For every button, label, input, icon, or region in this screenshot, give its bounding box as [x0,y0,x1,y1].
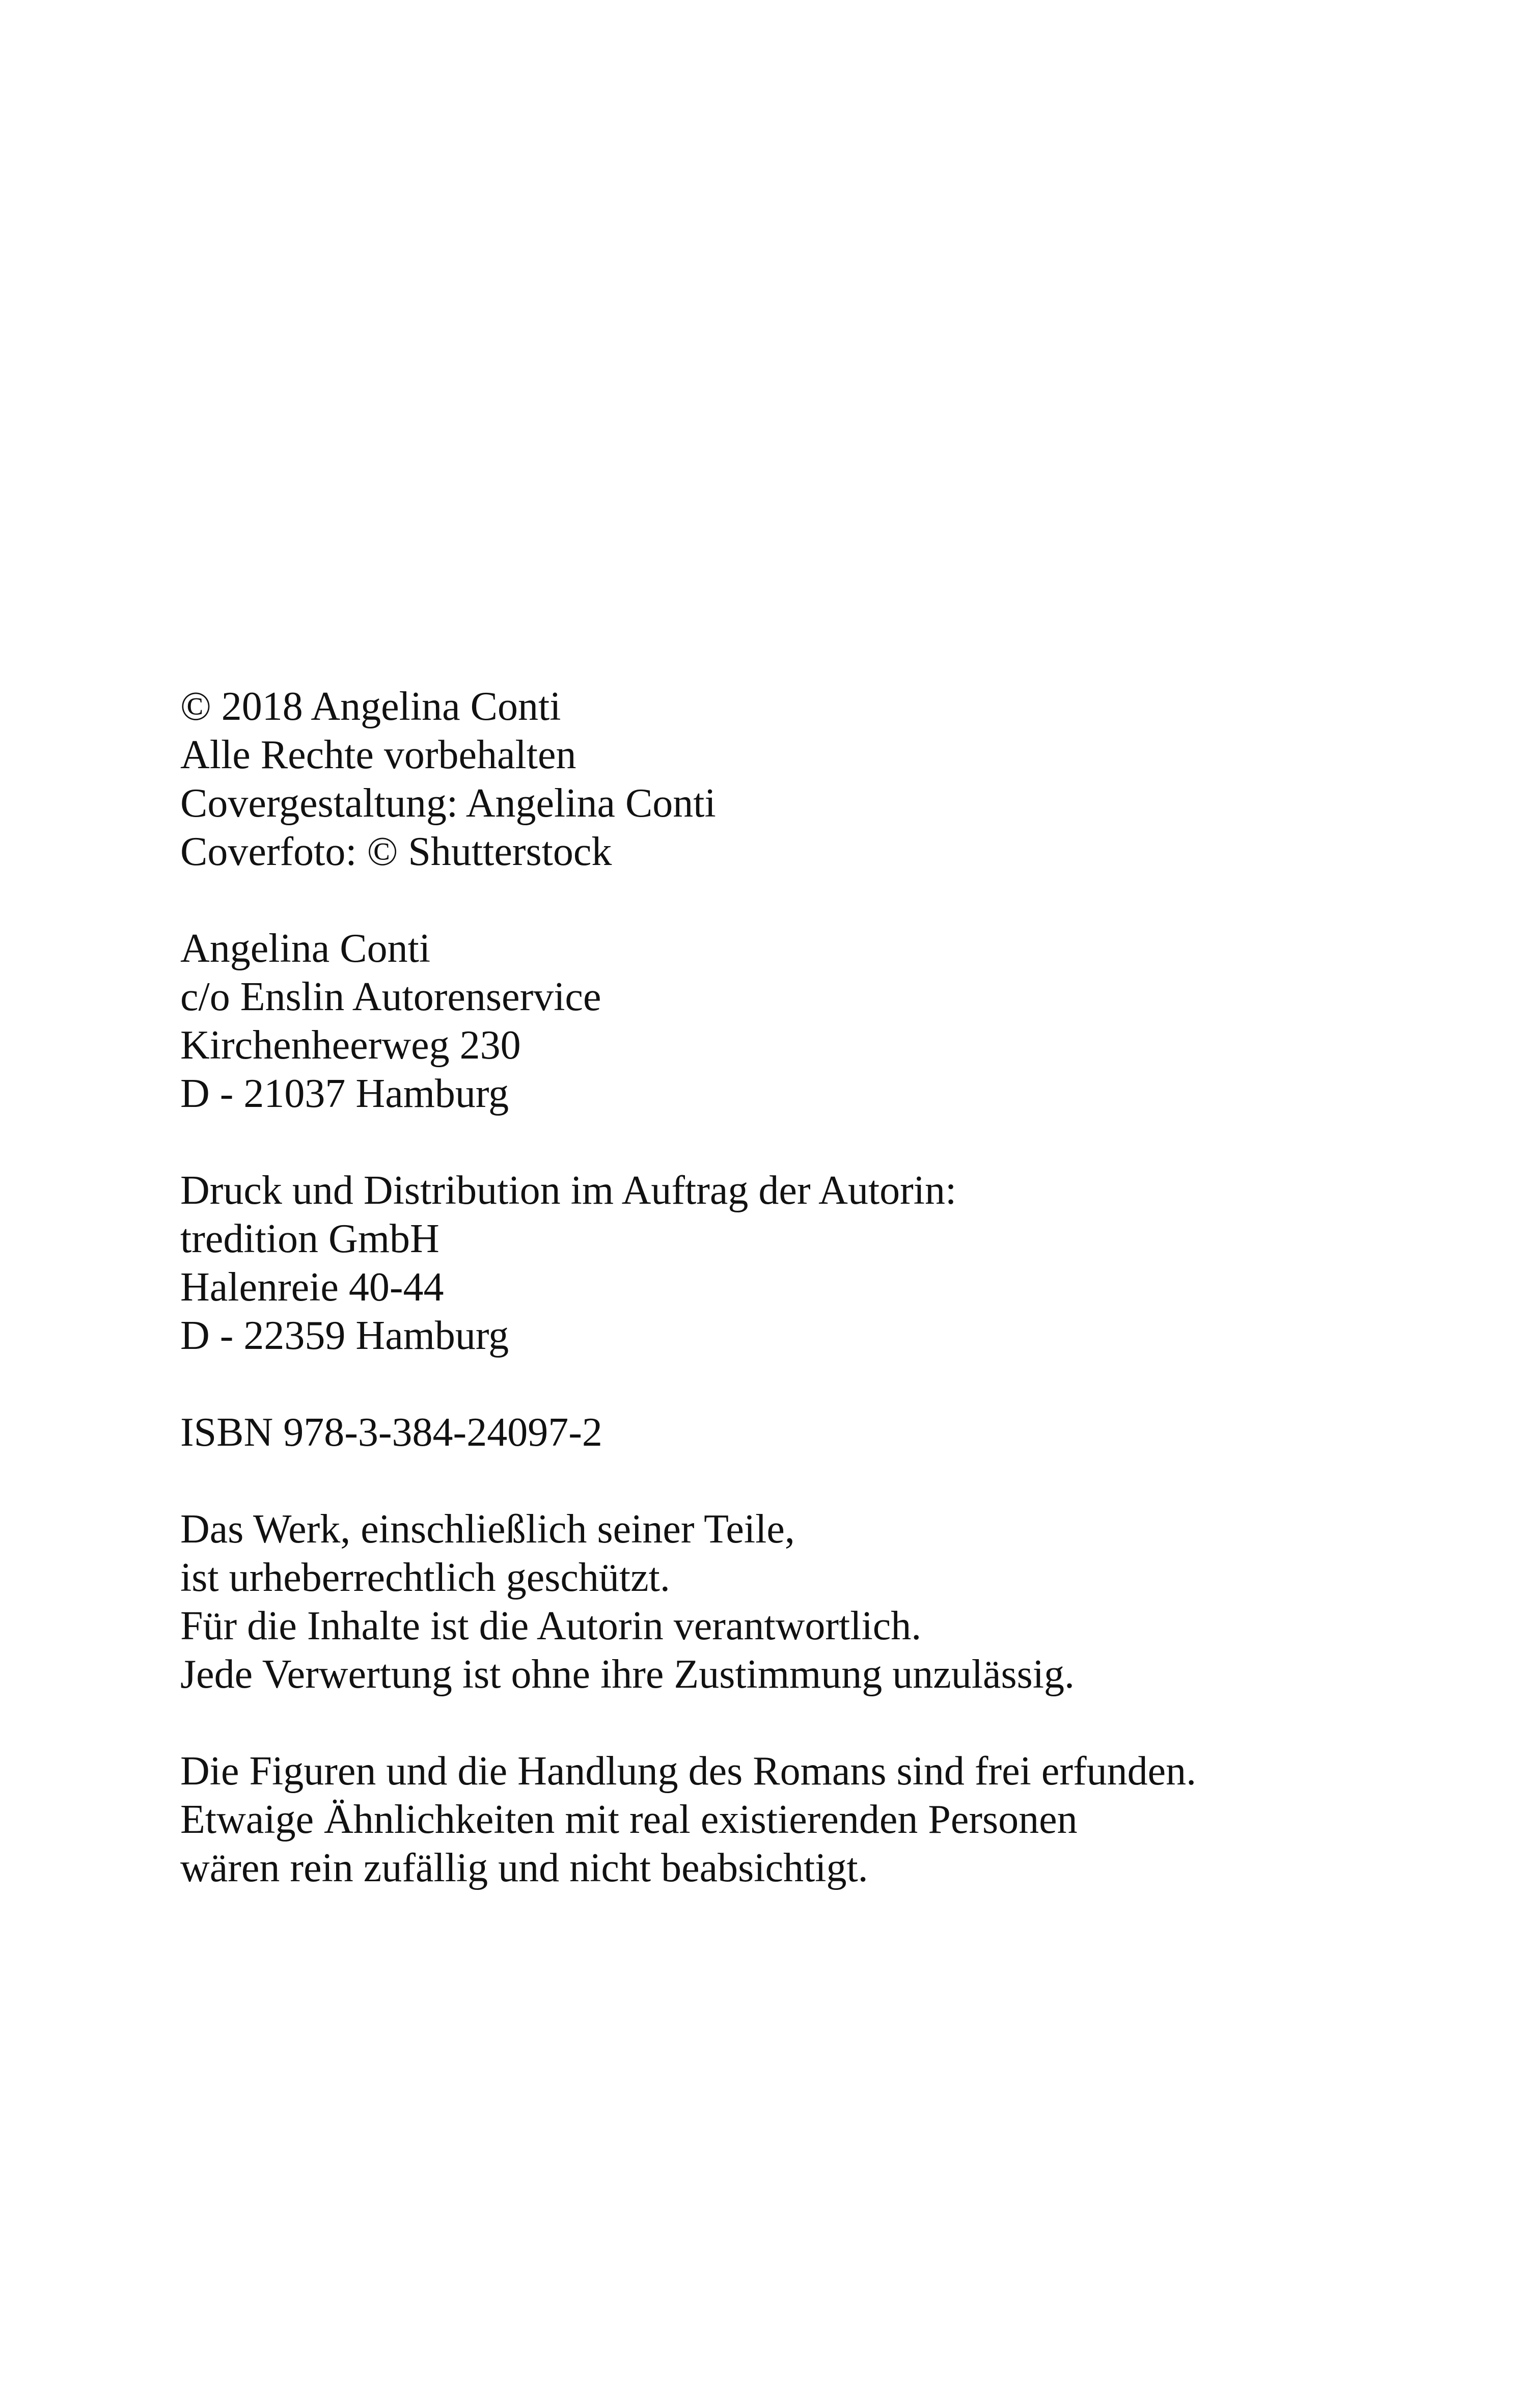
author-city: D - 21037 Hamburg [180,1071,509,1116]
rights-notice-line: Für die Inhalte ist die Autorin verantwortlich. [180,1604,922,1648]
fiction-disclaimer-block [180,1747,1504,1892]
publisher-intro: Druck und Distribution im Auftrag der Autorin: [180,1168,957,1213]
disclaimer-line: wären rein zufällig und nicht beabsichtigt. [180,1846,868,1890]
copyright-line: © 2018 Angelina Conti [180,684,561,729]
publisher-city: D - 22359 Hamburg [180,1313,509,1358]
copyright-block [180,683,1504,876]
cover-design-line: Covergestaltung: Angelina Conti [180,781,716,826]
rights-notice-block [180,1505,1504,1699]
publisher-street: Halenreie 40-44 [180,1265,444,1310]
isbn-block [180,1409,1504,1457]
isbn-line: ISBN 978-3-384-24097-2 [180,1410,602,1455]
rights-notice-line: Jede Verwertung ist ohne ihre Zustimmung unzulässig. [180,1652,1075,1697]
author-care-of: c/o Enslin Autorenservice [180,974,601,1019]
publisher-name: tredition GmbH [180,1216,439,1261]
disclaimer-line: Die Figuren und die Handlung des Romans sind frei erfunden. [180,1749,1197,1794]
publisher-block [180,1167,1504,1360]
author-street: Kirchenheerweg 230 [180,1023,521,1068]
rights-reserved-line: Alle Rechte vorbehalten [180,733,576,777]
disclaimer-line: Etwaige Ähnlichkeiten mit real existierenden Personen [180,1797,1078,1842]
author-address-block [180,925,1504,1118]
rights-notice-line: Das Werk, einschließlich seiner Teile, [180,1507,795,1552]
author-name: Angelina Conti [180,926,431,971]
cover-photo-line: Coverfoto: © Shutterstock [180,829,612,874]
rights-notice-line: ist urheberrechtlich geschützt. [180,1555,670,1600]
imprint-page [180,683,1504,1892]
